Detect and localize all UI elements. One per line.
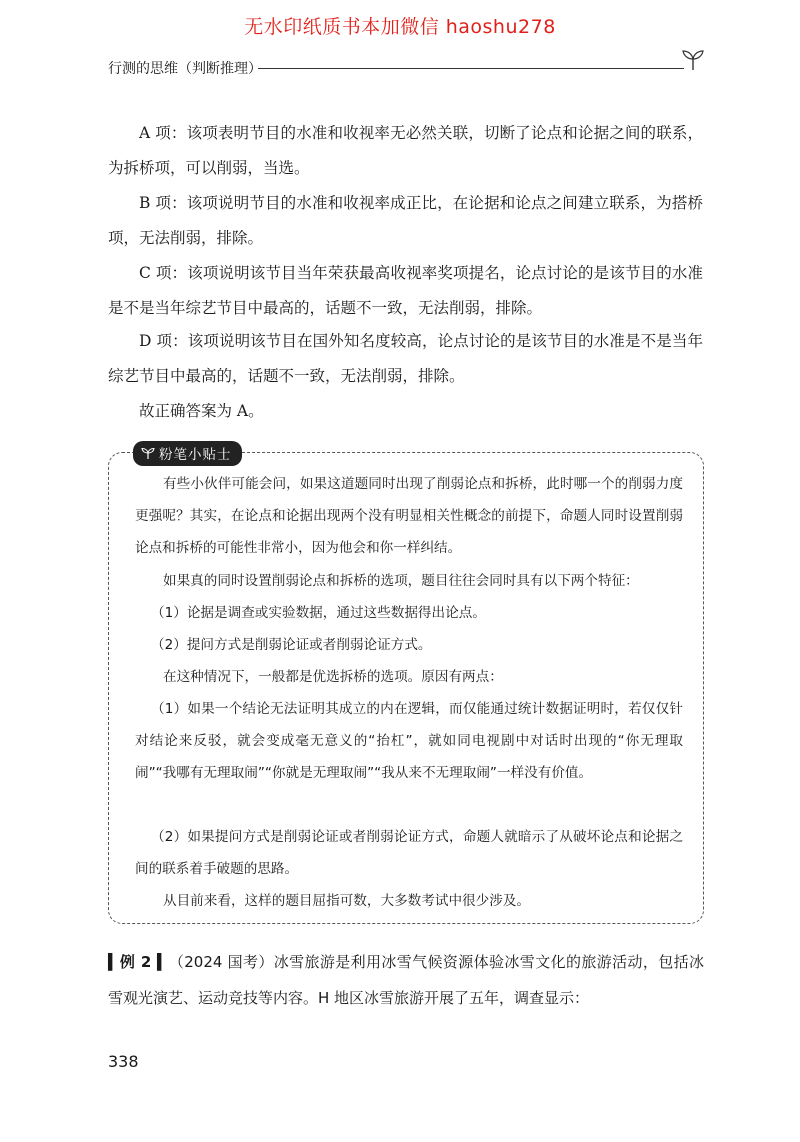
example-tag: ▍例 2 ▍: [108, 953, 169, 971]
tip-box: [108, 447, 704, 924]
leaf-icon: [141, 447, 155, 459]
tip-paragraph: （1）如果一个结论无法证明其成立的内在逻辑，而仅能通过统计数据证明时，若仅仅针对结论来反驳，就会变成毫无意义的“抬杠”，就如同电视剧中对话时出现的“你无理取闹”“我哪有无理取闹”“你就是无理取闹”“我从来不无理取闹”一样没有价值。: [135, 701, 683, 781]
sprout-icon: [680, 46, 706, 72]
option-b: B 项：该项说明节目的水准和收视率成正比，在论据和论点之间建立联系，为搭桥项，无法削弱，排除。: [108, 194, 703, 247]
answer-line: 故正确答案为 A。: [139, 402, 264, 420]
tip-paragraph: （1）论据是调查或实验数据，通过这些数据得出论点。: [151, 605, 486, 621]
tip-label: [133, 441, 242, 466]
tip-label-text: 粉笔小贴士: [159, 447, 232, 463]
option-d: D 项：该项说明该节目在国外知名度较高，论点讨论的是该节目的水准是不是当年综艺节目中最高的，话题不一致，无法削弱，排除。: [108, 332, 703, 385]
watermark-text: 无水印纸质书本加微信 haoshu278: [244, 16, 556, 38]
tip-paragraph: （2）如果提问方式是削弱论证或者削弱论证方式，命题人就暗示了从破坏论点和论据之间的联系着手破题的思路。: [135, 829, 683, 877]
header-rule: [258, 68, 684, 69]
page-header: [108, 58, 700, 80]
tip-paragraph: 有些小伙伴可能会问，如果这道题同时出现了削弱论点和拆桥，此时哪一个的削弱力度更强呢？其实，在论点和论据出现两个没有明显相关性概念的前提下，命题人同时设置削弱论点和拆桥的可能性非常小，因为他会和你一样纠结。: [135, 476, 683, 556]
tip-paragraph: 从目前来看，这样的题目屈指可数，大多数考试中很少涉及。: [163, 893, 531, 909]
tip-paragraph: 在这种情况下，一般都是优选拆桥的选项。原因有两点：: [163, 669, 503, 685]
header-title: 行测的思维（判断推理）: [108, 58, 268, 78]
tip-paragraph: 如果真的同时设置削弱论点和拆桥的选项，题目往往会同时具有以下两个特征：: [163, 573, 639, 589]
example-2: [108, 944, 704, 1016]
option-c: C 项：该项说明该节目当年荣获最高收视率奖项提名，论点讨论的是该节目的水准是不是当年综艺节目中最高的，话题不一致，无法削弱，排除。: [108, 264, 703, 317]
example-text: （2024 国考）冰雪旅游是利用冰雪气候资源体验冰雪文化的旅游活动，包括冰雪观光演艺、运动竞技等内容。H 地区冰雪旅游开展了五年，调查显示：: [108, 953, 704, 1007]
option-a: A 项：该项表明节目的水准和收视率无必然关联，切断了论点和论据之间的联系，为拆桥项，可以削弱，当选。: [108, 124, 703, 177]
tip-paragraph: （2）提问方式是削弱论证或者削弱论证方式。: [151, 637, 432, 653]
page-number: 338: [108, 1052, 139, 1071]
